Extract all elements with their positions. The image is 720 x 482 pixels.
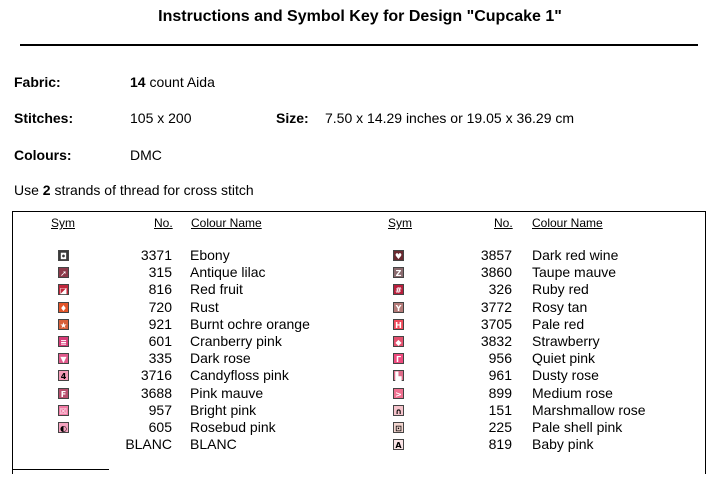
note-strands: 2 <box>42 182 51 198</box>
dmc-number: 315 <box>148 264 172 281</box>
page-title: Instructions and Symbol Key for Design "Cupcake 1" <box>158 8 562 25</box>
dmc-number: 3772 <box>480 298 512 315</box>
header-no-right: No. <box>494 216 513 230</box>
colour-name: Dark red wine <box>532 247 619 263</box>
list-item <box>0 350 720 367</box>
symbol-swatch-icon: ♦ <box>59 303 68 313</box>
colours-label: Colours: <box>14 147 72 163</box>
colour-name: Candyfloss pink <box>190 367 289 384</box>
colour-name: BLANC <box>190 436 237 453</box>
symbol-swatch-icon: ▙ <box>393 370 404 381</box>
colour-name: Ruby red <box>532 281 589 298</box>
dmc-number: 3371 <box>140 247 172 263</box>
symbol-swatch-icon: ≡ <box>58 336 69 347</box>
header-sym-left: Sym <box>51 216 75 230</box>
symbol-swatch-icon: ◘ <box>58 250 69 261</box>
symbol-swatch-icon: Y <box>393 302 404 313</box>
header-no-left: No. <box>154 216 173 230</box>
list-item <box>0 281 720 298</box>
colour-name: Pale shell pink <box>532 419 623 435</box>
symbol-swatch-icon: ◆ <box>393 336 404 347</box>
colour-name: Rosebud pink <box>190 419 276 435</box>
list-item <box>0 299 720 316</box>
symbol-swatch-icon: H <box>393 319 404 330</box>
colour-name: Antique lilac <box>190 264 266 281</box>
header-name-right: Colour Name <box>532 216 603 230</box>
symbol-swatch-icon: F <box>58 388 69 399</box>
symbol-swatch-icon: 4 <box>58 370 69 381</box>
colour-name: Rust <box>190 298 219 315</box>
dmc-number: 3857 <box>480 247 512 263</box>
header-sym-right: Sym <box>388 216 412 230</box>
dmc-number: 957 <box>148 401 172 418</box>
symbol-swatch-icon: A <box>393 439 404 450</box>
bottom-rule <box>12 469 109 470</box>
colour-name: Dusty rose <box>532 367 599 384</box>
list-item <box>0 247 720 264</box>
dmc-number: 3860 <box>480 264 512 281</box>
colour-name: Dark rose <box>190 350 251 367</box>
colour-name: Taupe mauve <box>532 264 617 281</box>
dmc-number: 3688 <box>140 384 172 401</box>
size-value: 7.50 x 14.29 inches or 19.05 x 36.29 cm <box>325 110 575 126</box>
symbol-swatch-icon: ➚ <box>58 267 69 278</box>
dmc-number: 819 <box>488 436 512 453</box>
symbol-swatch-icon: Z <box>393 267 404 278</box>
colours-value: DMC <box>130 147 162 163</box>
colour-name: Medium rose <box>532 384 613 401</box>
dmc-number: 956 <box>488 350 512 367</box>
dmc-number: 335 <box>148 350 172 367</box>
list-item <box>0 402 720 419</box>
title-divider <box>20 44 698 46</box>
dmc-number: 921 <box>148 315 172 332</box>
colour-name: Quiet pink <box>532 350 596 367</box>
dmc-number: 961 <box>488 367 512 384</box>
dmc-number: BLANC <box>125 436 172 453</box>
colour-name: Red fruit <box>190 281 243 298</box>
fabric-type: count Aida <box>149 74 215 90</box>
dmc-number: 605 <box>148 419 172 435</box>
note-pre: Use <box>14 182 39 198</box>
symbol-swatch-icon: > <box>393 388 404 399</box>
symbol-swatch-icon: ∩ <box>393 405 404 416</box>
dmc-number: 816 <box>148 281 172 298</box>
symbol-swatch-icon: ♥ <box>394 252 403 261</box>
colour-name: Baby pink <box>532 436 594 453</box>
colour-name: Burnt ochre orange <box>190 315 310 332</box>
stitches-value: 105 x 200 <box>130 110 192 126</box>
colour-name: Pale red <box>532 315 585 332</box>
colour-name: Cranberry pink <box>190 333 282 349</box>
symbol-swatch-icon: ⊡ <box>393 422 404 433</box>
dmc-number: 3705 <box>480 315 512 332</box>
list-item <box>0 333 720 350</box>
list-item <box>0 264 720 281</box>
symbol-swatch-icon: ▼ <box>58 353 69 364</box>
symbol-swatch-icon: Γ <box>393 353 404 364</box>
symbol-swatch-icon: ★ <box>59 320 68 330</box>
symbol-swatch-icon: ◐ <box>58 422 69 433</box>
list-item <box>0 367 720 384</box>
colour-name: Pink mauve <box>190 384 264 401</box>
symbol-swatch-icon: ◪ <box>59 286 68 296</box>
dmc-number: 326 <box>488 281 512 298</box>
note-post: strands of thread for cross stitch <box>54 182 254 198</box>
dmc-number: 899 <box>488 384 512 401</box>
symbol-swatch-icon: # <box>393 284 404 295</box>
strands-note <box>14 182 254 198</box>
colour-name: Marshmallow rose <box>532 401 646 418</box>
colour-name: Bright pink <box>190 401 257 418</box>
colour-name: Strawberry <box>532 333 600 349</box>
symbol-swatch-icon: ☒ <box>59 406 68 416</box>
stitches-label: Stitches: <box>14 110 74 126</box>
dmc-number: 151 <box>488 401 512 418</box>
fabric-label: Fabric: <box>14 74 61 90</box>
colour-name: Rosy tan <box>532 298 588 315</box>
size-label: Size: <box>276 110 309 126</box>
fabric-value <box>130 74 215 90</box>
list-item <box>0 316 720 333</box>
list-item <box>0 385 720 402</box>
dmc-number: 601 <box>148 333 172 349</box>
header-name-left: Colour Name <box>191 216 262 230</box>
list-item <box>0 436 720 453</box>
colour-name: Ebony <box>190 247 230 263</box>
fabric-count: 14 <box>130 74 146 90</box>
dmc-number: 3716 <box>140 367 172 384</box>
dmc-number: 225 <box>488 419 512 435</box>
dmc-number: 3832 <box>480 333 512 349</box>
dmc-number: 720 <box>148 298 172 315</box>
list-item <box>0 419 720 436</box>
